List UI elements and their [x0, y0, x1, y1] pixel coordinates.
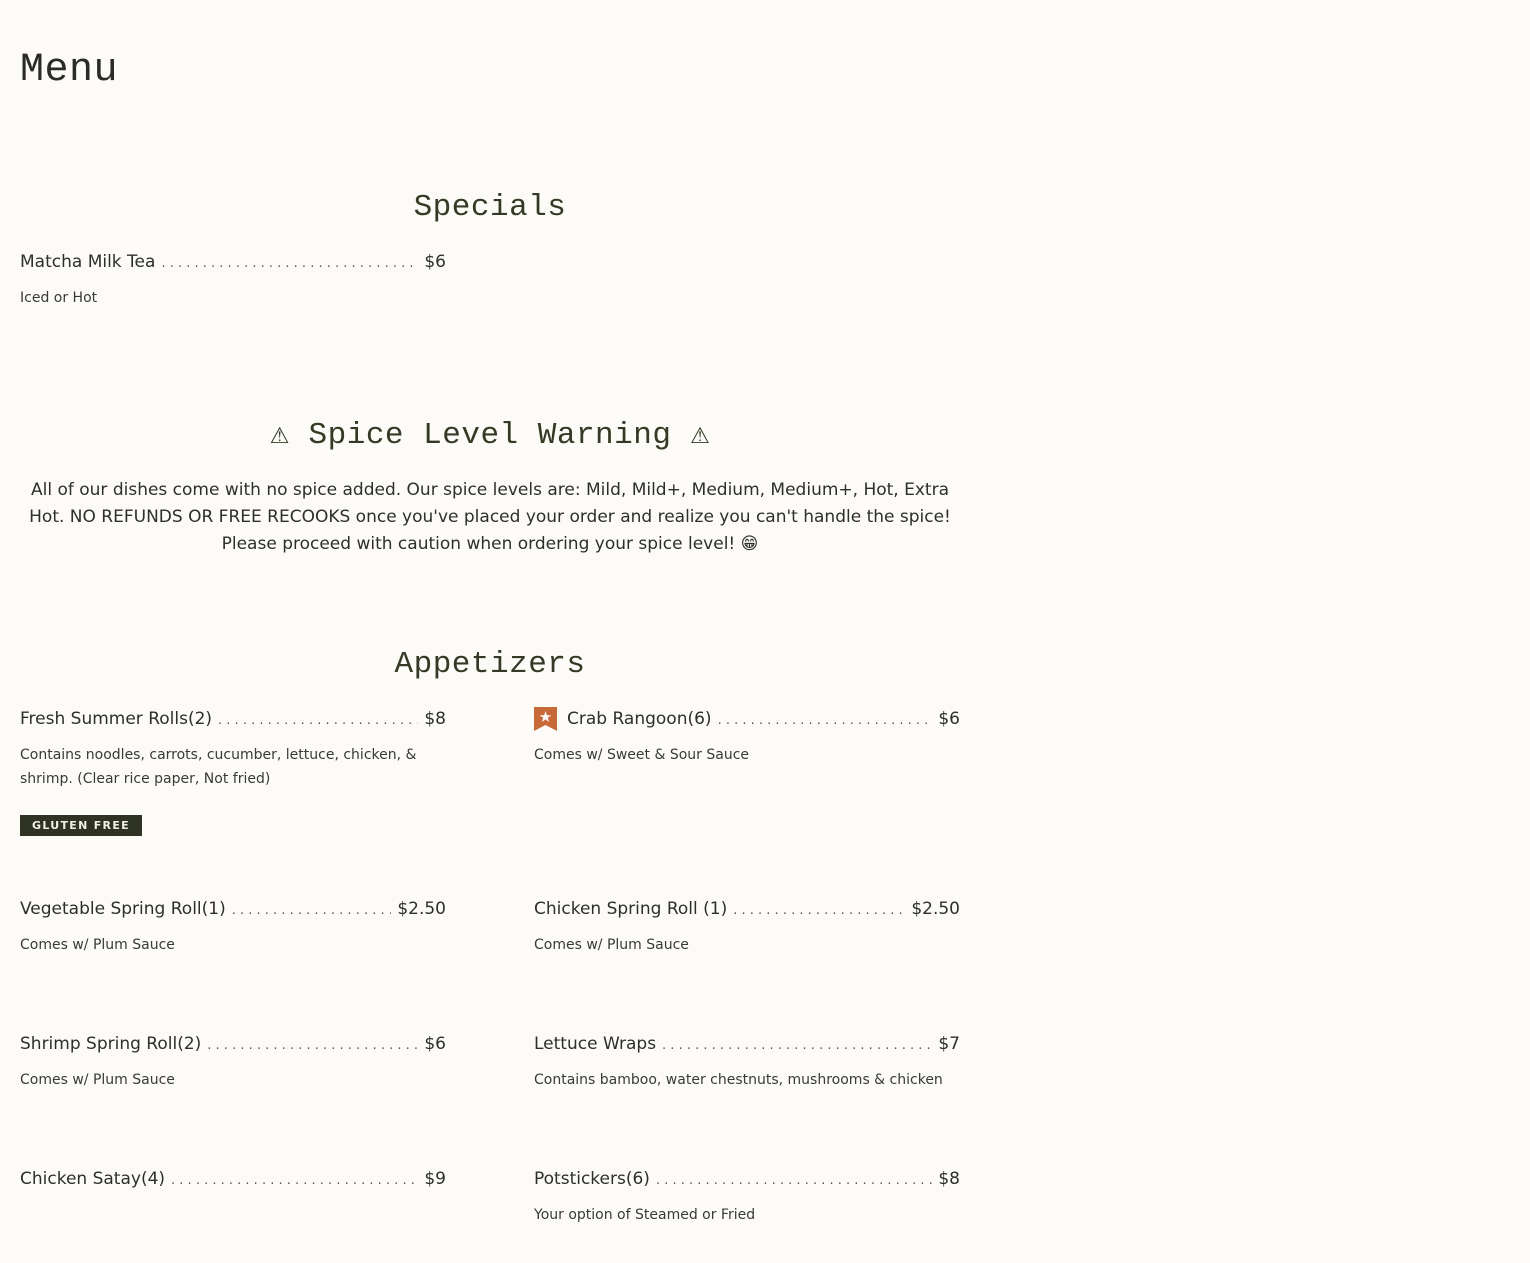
star-bookmark-icon [534, 707, 557, 731]
item-description: Your option of Steamed or Fried [534, 1207, 756, 1223]
dot-leader [171, 1169, 418, 1193]
dot-leader [207, 1034, 418, 1058]
item-description: Iced or Hot [20, 290, 98, 306]
menu-item-vegetable-spring-roll [20, 897, 446, 957]
item-name: Vegetable Spring Roll(1) [20, 899, 226, 919]
item-description: Contains bamboo, water chestnuts, mushrooms & chicken [534, 1072, 943, 1088]
dot-leader [718, 709, 933, 733]
section-title-spice-warning: ⚠ Spice Level Warning ⚠ [270, 418, 710, 453]
menu-item-lettuce-wraps [534, 1032, 960, 1092]
item-price: $9 [424, 1169, 446, 1189]
item-price: $6 [424, 252, 446, 272]
dot-leader [218, 709, 418, 733]
item-price: $8 [424, 709, 446, 729]
item-price: $2.50 [397, 899, 446, 919]
item-description: Comes w/ Plum Sauce [20, 1072, 175, 1088]
item-name: Potstickers(6) [534, 1169, 650, 1189]
item-name: Chicken Spring Roll (1) [534, 899, 728, 919]
gluten-free-badge: GLUTEN FREE [20, 815, 142, 836]
item-name: Lettuce Wraps [534, 1034, 657, 1054]
menu-item-shrimp-spring-roll [20, 1032, 446, 1092]
item-price: $7 [938, 1034, 960, 1054]
item-name: Chicken Satay(4) [20, 1169, 166, 1189]
item-name: Crab Rangoon(6) [567, 709, 712, 729]
dot-leader [161, 252, 418, 276]
spice-warning-text: All of our dishes come with no spice added. Our spice levels are: Mild, Mild+, Medium, Medium+, Hot, Extra Hot. NO REFUNDS OR FREE RECOOKS once you've placed your order and realize you can't handle the spice! Please proceed with caution when ordering your spice level! 😁 [29, 480, 951, 554]
dot-leader [733, 899, 905, 923]
item-name: Fresh Summer Rolls(2) [20, 709, 213, 729]
dot-leader [656, 1169, 932, 1193]
item-price: $6 [938, 709, 960, 729]
item-price: $2.50 [911, 899, 960, 919]
menu-item-matcha-milk-tea [20, 250, 446, 310]
menu-item-chicken-spring-roll [534, 897, 960, 957]
menu-item-crab-rangoon [534, 707, 960, 767]
section-title-appetizers: Appetizers [394, 647, 586, 682]
dot-leader [662, 1034, 932, 1058]
item-price: $8 [938, 1169, 960, 1189]
item-price: $6 [424, 1034, 446, 1054]
section-title-specials: Specials [413, 190, 567, 225]
item-description: Comes w/ Plum Sauce [534, 937, 689, 953]
menu-item-potstickers [534, 1167, 960, 1227]
menu-item-chicken-satay [20, 1167, 446, 1191]
item-description: Comes w/ Sweet & Sour Sauce [534, 747, 750, 763]
page-title: Menu [20, 48, 119, 93]
item-description: Comes w/ Plum Sauce [20, 937, 175, 953]
dot-leader [232, 899, 392, 923]
item-description: Contains noodles, carrots, cucumber, lettuce, chicken, & shrimp. (Clear rice paper, Not fried) [20, 747, 417, 787]
item-name: Shrimp Spring Roll(2) [20, 1034, 202, 1054]
menu-item-fresh-summer-rolls [20, 707, 446, 836]
item-name: Matcha Milk Tea [20, 252, 156, 272]
